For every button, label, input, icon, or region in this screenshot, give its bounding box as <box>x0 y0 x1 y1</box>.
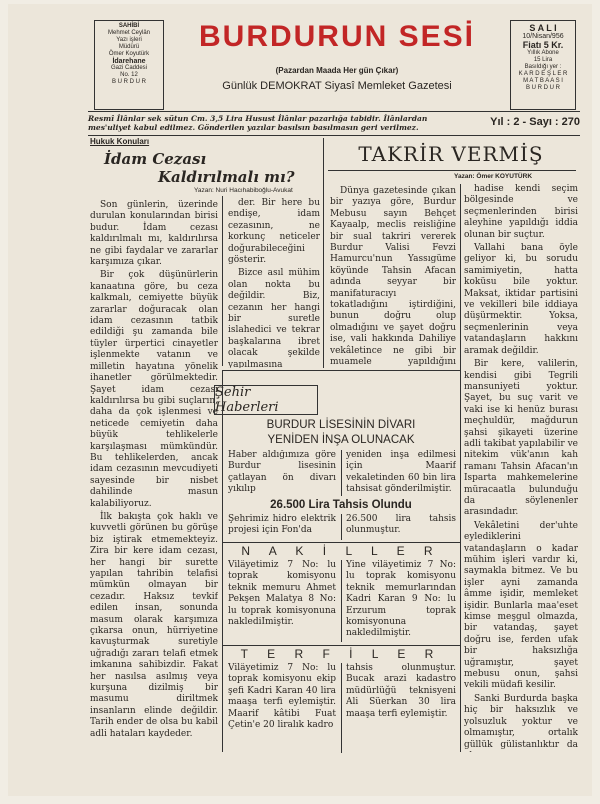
paragraph: Bir çok düşünürlerin kanaatına göre, bu ceza kalkmalı, cemiyette büyük zararlar doğuracak olan idam cezasının tatbik edildiği şu zamanda bile tüyler ürpertici cinayetler işlenmekte vatanın ve milletin hayatına yönelik ihanetler görülmektedir. Şayet idam cezası kaldırılırsa bu gibi suçların, daha da çok işlenmesi ve neticede cemiyetin daha büyük tehlikelerle karşılaşması mümkündür. Bu tehlikelerden, ancak idam cezasının mevcudiyeti sayesinde bir nisbet dahilinde masun kalabiliyoruz. <box>90 270 218 509</box>
column-divider <box>323 138 324 368</box>
advertising-notice: Resmî İlânlar sek sütun Cm. 3,5 Lira Husust İlânlar pazarlığa tabidir. İlânlardan mes'uliyet kabul edilmez. Gönderilen yazılar basılsın basılmasın geri verilmez. <box>88 114 428 132</box>
publisher-line: B U R D U R <box>111 79 146 85</box>
column-divider <box>341 514 342 540</box>
subscription-line: Yıllık Abone <box>527 50 559 56</box>
article-byline: Yazan: Ömer KOYUTÜRK <box>454 173 533 180</box>
news-text: 26.500 lira tahsis olunmuştur. <box>346 514 456 536</box>
publisher-line: No. 12 <box>120 72 138 78</box>
divider <box>222 645 460 646</box>
news-text: Vilâyetimiz 7 No: lu toprak komisyonu teknik memuru Ahmet Pekşen Malatya 8 No: lu toprak komisyonuna naklediImiştir. <box>228 560 336 628</box>
news-headline: 26.500 Lira Tahsis Olundu <box>270 499 412 511</box>
issue-day: S A L I <box>529 23 557 33</box>
divider <box>88 135 580 136</box>
paragraph: der. Bir here bu endişe, idam cezasının, ne korkunç neticeler doğurabileceğini gösterir. <box>228 198 320 266</box>
article-column <box>330 186 456 368</box>
divider <box>88 111 580 112</box>
column-divider <box>341 560 342 642</box>
paragraph: Bizce asıl mühim olan nokta bu değildir. Biz, cezanın her hangi bir suretle islahedici ve tekrar başkalarına ibret olacak şekilde yapılmasına <box>228 268 320 368</box>
article-column <box>90 200 218 792</box>
publisher-line: SAHİBİ <box>118 23 140 29</box>
year-issue: Yıl : 2 - Sayı : 270 <box>490 116 580 128</box>
divider <box>222 370 460 371</box>
news-text: Vilâyetimiz 7 No: lu toprak komisyonu ekip şefi Kadri Karan 40 lira maaşa terfi eylemiştir. Maarif kâtibi Fuat Çetin'e 20 liralık kadro <box>228 663 336 731</box>
paragraph: Vekâletini der'uhte eylediklerini vatandaşların o kadar mühim işleri vardır ki, saymakla bitmez. Ve bu işler ayni zamanda âmme işidir, memleket işidir. Bunlarla maa'eset kimse meşgul olmazda, bir vatandaş, şayet doğru ise, ferden ufak bir haksızlığa uğramıştır, şayet mebusu onun, şahsi vekili müdafi kesilir. <box>464 520 578 691</box>
paragraph: Dünya gazetesinde çıkan bir yazıya göre, Burdur Mebusu sayın Behçet Kayaalp, meclis reisliğine bir sual takriri vererek Burdur Valisi Fevzi Hamurcu'nun Yassıgüme köyünde Tahsin Afacan adında seyyar bir manifaturacıyı tokatladığını iştirdiğini, bunun doğru olup olmadığını ve şayet doğru ise, vali hakkında Dahiliye vekâletince ne gibi bir muamele yapıldığını <box>330 186 456 368</box>
column-divider <box>341 663 342 753</box>
section-label: Hukuk Konuları <box>90 137 150 146</box>
article-title: TAKRİR VERMİŞ <box>358 142 544 166</box>
divider <box>328 170 576 171</box>
newspaper-page <box>8 4 592 796</box>
news-text: Haber aldığımıza göre Burdur lisesinin çatlayan ön divarı yıkılıp <box>228 450 336 495</box>
publisher-line: Mehmet Ceylân <box>107 30 151 36</box>
tagline: (Pazardan Maada Her gün Çıkar) <box>275 66 399 75</box>
publisher-line: Ömer Koyutürk <box>108 51 150 57</box>
paragraph: Sanki Burdurda başka hiç bir haksızlık ve yolsuzluk yoktur ve olmamıştır, ortalık güllük gülistanlıktır da <box>464 693 578 750</box>
masthead <box>8 4 592 110</box>
printer-line: Basıldığı yer : <box>524 64 562 70</box>
publisher-line: Yazı işleri <box>116 37 142 43</box>
column-divider <box>222 370 223 752</box>
column-divider <box>222 196 223 366</box>
publisher-line: Gazi Caddesi <box>110 65 148 71</box>
publisher-box <box>94 20 164 110</box>
issue-date: 10/Nisan/956 <box>522 33 564 40</box>
article-byline: Yazan: Nuri Hacıhabiboğlu-Avukat <box>194 187 293 194</box>
issue-info-box <box>510 20 576 110</box>
printer-line: B U R D U R <box>525 85 560 91</box>
article-column <box>228 198 320 368</box>
newspaper-title: BURDURUN SESİ <box>198 20 476 53</box>
article-title: İdam Cezası <box>104 150 207 168</box>
transfers-heading: N A K İ L L E R <box>241 544 441 558</box>
promotions-heading: T E R F İ L E R <box>240 647 442 661</box>
subscription-line: 15 Lira <box>533 57 553 63</box>
column-divider <box>341 450 342 496</box>
column-divider <box>460 184 461 752</box>
printer-line: M A T B A A S I <box>523 78 563 84</box>
paragraph: hadise kendi seçim bölgesinde ve seçmenlerinden birisi aleyhine yapıldığı iddia olunan bir suçtur. <box>464 184 578 240</box>
paragraph: Vallahi bana öyle geliyor ki, bu sorudu samimiyetin, hatta koküsu bile yoktur. Maksat, iktidar partisini ve vekilleri bile iddiaya düşürmektir. Yoksa, seçmenlerinin veya vatandaşların hakkını aramak değildir. <box>464 243 578 356</box>
issue-price: Fiatı 5 Kr. <box>522 40 564 50</box>
divider <box>222 542 460 543</box>
paragraph: Bir kere, valilerin, kendisi gibi Tegrili mansuniyeti yoktur. Şayet, bu suç varit ve vaki ise ki henüz burası meçhuldür, mağdurun şahsi şikayeti üzerine adli takibat yapılabilir ve nitekim vük'anın kah ramanı Tahsin Afacan'ın Isparta mahkemelerine müracaatla bulunduğu da söylenenler arasındadır. <box>464 359 578 518</box>
city-news-banner: Şehir Haberleri <box>214 385 318 415</box>
news-text: Yine vilâyetimiz 7 No: lu toprak komisyonu teknik memurlarından Kadri Karan 9 No: lu Erzurum toprak komisyonuna nakledilmiştir. <box>346 560 456 639</box>
article-column <box>464 184 578 752</box>
publisher-line: İdarehane <box>112 58 146 65</box>
news-headline: YENİDEN İNŞA OLUNACAK <box>267 434 415 446</box>
newspaper-subtitle: Günlük DEMOKRAT Siyasî Memleket Gazetesi <box>222 80 452 92</box>
paragraph: İlk bakışta çok haklı ve kuvvetli görünen bu görüşe biz iştirak etmemekteyiz. Zira bir kere idam cezası, her hangi bir surette yapılan tahribin telafisi mümkün olmayan bir cezadır. Haksız tevkif edilen insan, sonunda masum olarak karşımıza çıkarsa onun, hürriyetine kavuşturmak suretiyle uğradığı zararı telafi etmek imkanına sahibizdir. Fakat her nasılsa asılmış veya kurşuna dizilmiş bir masumu diriltmek insanların elinde değildir. Tarih ender de olsa bu kabil adli hataları kaydeder. <box>90 511 218 739</box>
article-title: Kaldırılmalı mı? <box>158 168 295 186</box>
news-text: yeniden inşa edilmesi için Maarif vekaletinden 60 bin lira tahsisat gönderilmiştir. <box>346 450 456 495</box>
news-text: Şehrimiz hidro elektrik projesi için Fon'da <box>228 514 336 536</box>
news-text: tahsis olunmuştur. Bucak arazi kadastro müdürlüğü teknisyeni Ali Süerkan 30 lira maaşa terfi eylemiştir. <box>346 663 456 719</box>
printer-line: K A R D E Ş L E R <box>518 71 568 77</box>
news-headline: BURDUR LİSESİNİN DİVARI <box>266 419 416 431</box>
paragraph: Son günlerin, üzerinde durulan konularından birisi budur. İdam cezası kaldırılmalı mı, kaldırılırsa ne gibi faydalar ve zararlar karşımıza çıkar. <box>90 200 218 268</box>
publisher-line: Müdürü <box>118 44 140 50</box>
